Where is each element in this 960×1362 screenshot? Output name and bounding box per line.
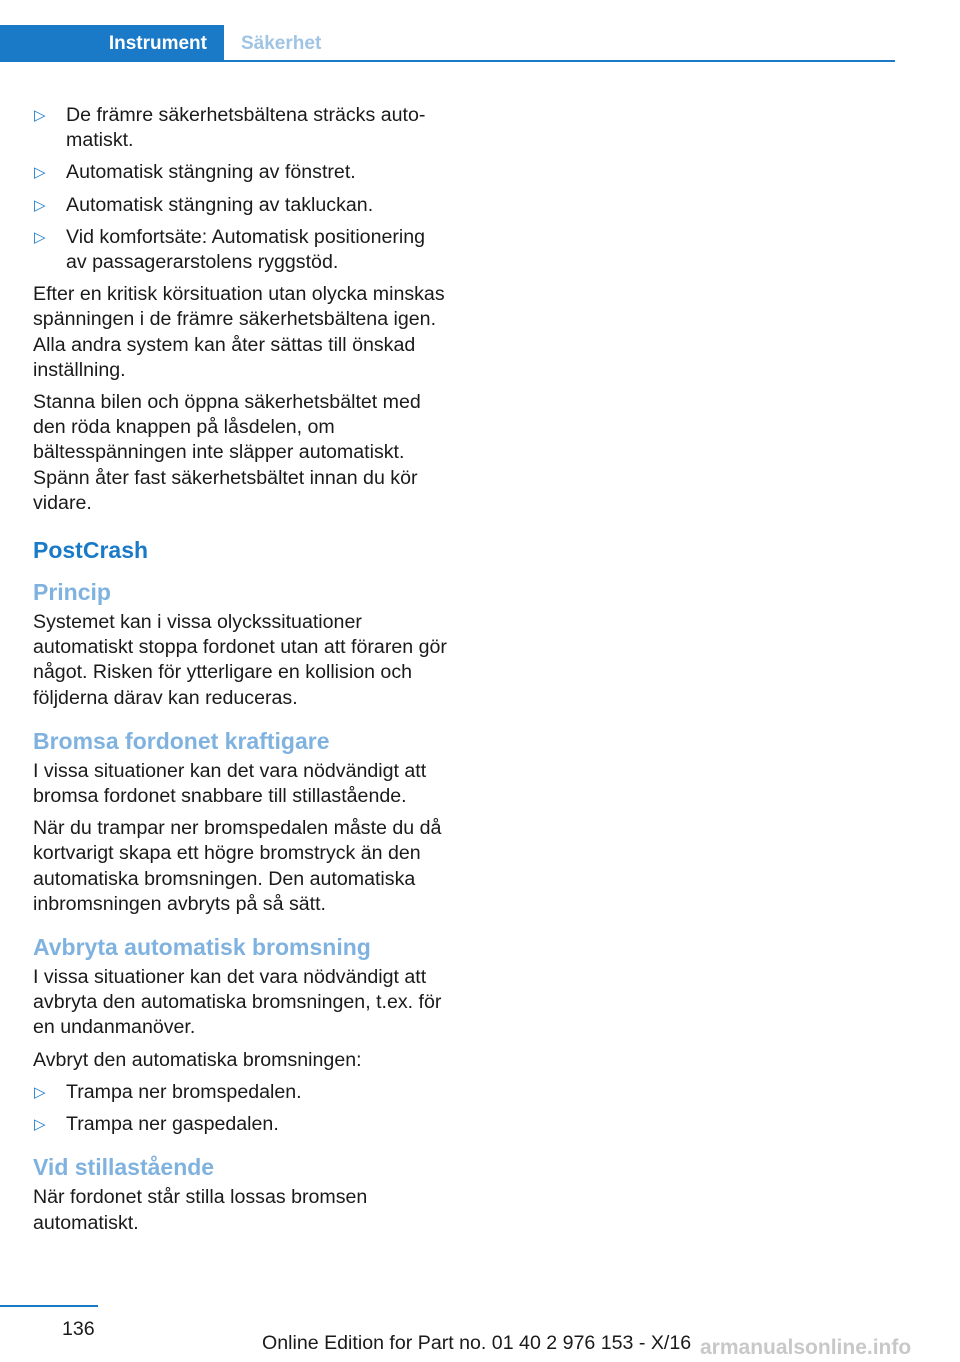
tab-instrument[interactable]: Instrument (0, 25, 224, 62)
paragraph-standstill: När fordonet står stilla lossas bromsen automatiskt. (33, 1186, 368, 1234)
subheading-standstill: Vid stillastående (33, 1154, 215, 1181)
triangle-bullet-icon: ▷ (34, 196, 46, 214)
list-item: ▷ De främre säkerhetsbältena sträcks auto- matiskt. (34, 104, 426, 152)
paragraph-cancel-braking-2: Avbryt den automatiska bromsningen: (33, 1048, 362, 1071)
triangle-bullet-icon: ▷ (34, 107, 46, 124)
triangle-bullet-icon: ▷ (34, 228, 46, 246)
paragraph-principle: Systemet kan i vissa olyckssituationer automatiskt stoppa fordonet utan att föraren gör något. Risken för ytterligare en kollision och följderna därav kan reduceras. (33, 611, 447, 709)
paragraph-brake-harder-1: I vissa situationer kan det vara nödvändigt att bromsa fordonet snabbare till stillastående. (33, 759, 427, 808)
triangle-bullet-icon: ▷ (34, 164, 46, 182)
header (0, 25, 895, 62)
triangle-bullet-icon: ▷ (34, 1083, 46, 1101)
paragraph-open-belt: Stanna bilen och öppna säkerhetsbältet med den röda knappen på låsdelen, om bältesspänningen inte släpper automatiskt. Spänn åter fast säkerhetsbältet innan du kör vidare. (33, 391, 421, 514)
section-title-postcrash: PostCrash (33, 537, 149, 564)
subheading-cancel-braking: Avbryta automatisk bromsning (33, 934, 371, 961)
paragraph-brake-harder-2: När du trampar ner bromspedalen måste du då kortvarigt skapa ett högre bromstryck än den automatiska bromsningen. Den automatiska inbromsningen avbryts på så sätt. (33, 817, 442, 915)
list-item: ▷ Automatisk stängning av takluckan. (33, 193, 451, 218)
subheading-principle: Princip (33, 579, 111, 606)
list-item: ▷ Trampa ner gaspedalen. (33, 1112, 451, 1137)
list-item: ▷ Trampa ner bromspedalen. (33, 1080, 451, 1105)
list-item: ▷ Vid komfortsäte: Automatisk positionering av passagerarstolens ryggstöd. (34, 225, 426, 274)
page-number: 136 (62, 1318, 95, 1340)
list-item: ▷ Automatisk stängning av fönstret. (33, 160, 451, 185)
intro-bullet-list (33, 103, 451, 275)
footer-rule (0, 1305, 98, 1307)
subheading-brake-harder: Bromsa fordonet kraftigare (33, 727, 330, 754)
triangle-bullet-icon: ▷ (34, 1116, 46, 1134)
main-content (33, 103, 451, 1243)
watermark: armanualsonline.info (700, 1336, 912, 1359)
edition-text: Online Edition for Part no. 01 40 2 976 153 - X/16 (262, 1332, 692, 1354)
tab-sakerhet[interactable]: Säkerhet (241, 33, 322, 54)
paragraph-tension-release: Efter en kritisk körsituation utan olycka minskas spänningen i de främre säkerhetsbältena igen. Alla andra system kan åter sättas till önskad inställning. (33, 283, 445, 381)
paragraph-cancel-braking-1: I vissa situationer kan det vara nödvändigt att avbryta den automatiska bromsningen, t.ex. för en undanmanöver. (33, 966, 442, 1039)
cancel-bullet-list (33, 1080, 451, 1137)
